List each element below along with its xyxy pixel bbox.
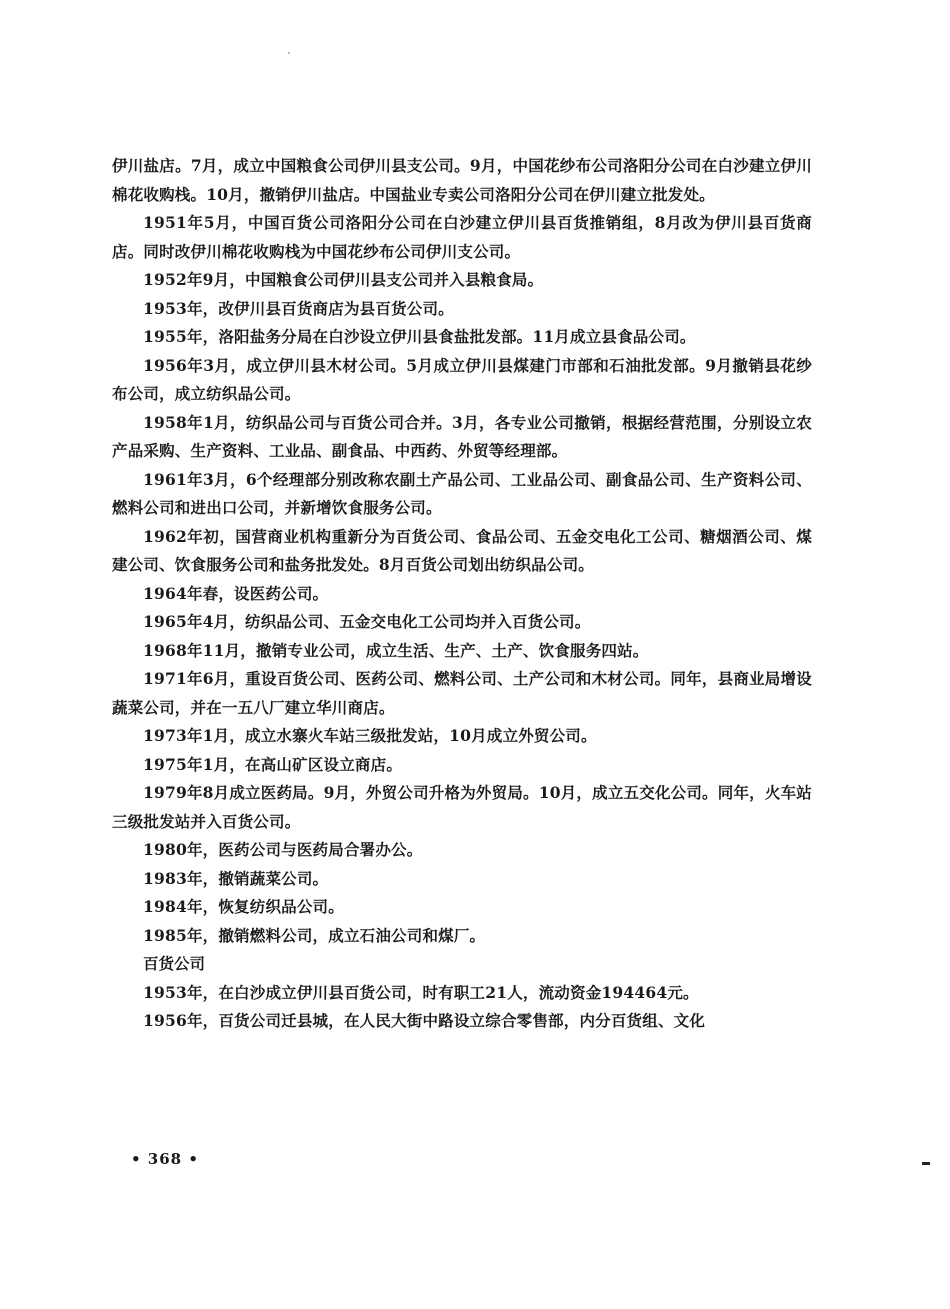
paragraph: 1953年，在白沙成立伊川县百货公司，时有职工21人，流动资金194464元。 [143, 982, 699, 1002]
paragraph: 1961年3月，6个经理部分别改称农副土产品公司、工业品公司、副食品公司、生产资料公司、燃料公司和进出口公司，并新增饮食服务公司。 [112, 469, 812, 517]
paragraph: 1979年8月成立医药局。9月，外贸公司升格为外贸局。10月，成立五交化公司。同年，火车站三级批发站并入百货公司。 [112, 783, 812, 831]
paragraph: 1971年6月，重设百货公司、医药公司、燃料公司、土产公司和木材公司。同年，县商业局增设蔬菜公司，并在一五八厂建立华川商店。 [112, 669, 812, 717]
body-text [112, 152, 812, 1036]
section-heading: 百货公司 [143, 954, 206, 973]
paragraph: 1956年，百货公司迁县城，在人民大街中路设立综合零售部，内分百货组、文化 [143, 1011, 706, 1030]
paragraph: 1951年5月，中国百货公司洛阳分公司在白沙建立伊川县百货推销组，8月改为伊川县百货商店。同时改伊川棉花收购栈为中国花纱布公司伊川支公司。 [112, 213, 812, 261]
paragraph: 1975年1月，在高山矿区设立商店。 [143, 754, 403, 774]
paragraph: 1980年，医药公司与医药局合署办公。 [143, 840, 423, 859]
paragraph: 1955年，洛阳盐务分局在白沙设立伊川县食盐批发部。11月成立县食品公司。 [143, 327, 696, 346]
paragraph: 1956年3月，成立伊川县木材公司。5月成立伊川县煤建门市部和石油批发部。9月撤销县花纱布公司，成立纺织品公司。 [112, 355, 812, 403]
paragraph: 1985年，撤销燃料公司，成立石油公司和煤厂。 [143, 925, 486, 945]
paragraph: 1968年11月，撤销专业公司，成立生活、生产、土产、饮食服务四站。 [143, 640, 649, 660]
page-number: • 368 • [131, 1150, 199, 1168]
paragraph: 1962年初，国营商业机构重新分为百货公司、食品公司、五金交电化工公司、糖烟酒公司、煤建公司、饮食服务公司和盐务批发处。8月百货公司划出纺织品公司。 [112, 526, 812, 574]
paragraph: 1964年春，设医药公司。 [143, 583, 329, 603]
paragraph: 伊川盐店。7月，成立中国粮食公司伊川县支公司。9月，中国花纱布公司洛阳分公司在白沙建立伊川棉花收购栈。10月，撤销伊川盐店。中国盐业专卖公司洛阳分公司在伊川建立批发处。 [112, 156, 812, 204]
paragraph: 1983年，撤销蔬菜公司。 [143, 868, 329, 888]
paragraph: 1953年，改伊川县百货商店为县百货公司。 [143, 298, 454, 318]
scan-artifact [288, 52, 290, 54]
paragraph: 1984年，恢复纺织品公司。 [143, 897, 344, 916]
edge-mark [922, 1162, 930, 1165]
paragraph: 1973年1月，成立水寨火车站三级批发站，10月成立外贸公司。 [143, 726, 597, 745]
paragraph: 1958年1月，纺织品公司与百货公司合并。3月，各专业公司撤销，根据经营范围，分别设立农产品采购、生产资料、工业品、副食品、中西药、外贸等经理部。 [112, 412, 812, 460]
paragraph: 1965年4月，纺织品公司、五金交电化工公司均并入百货公司。 [143, 612, 591, 631]
paragraph: 1952年9月，中国粮食公司伊川县支公司并入县粮食局。 [143, 270, 544, 289]
